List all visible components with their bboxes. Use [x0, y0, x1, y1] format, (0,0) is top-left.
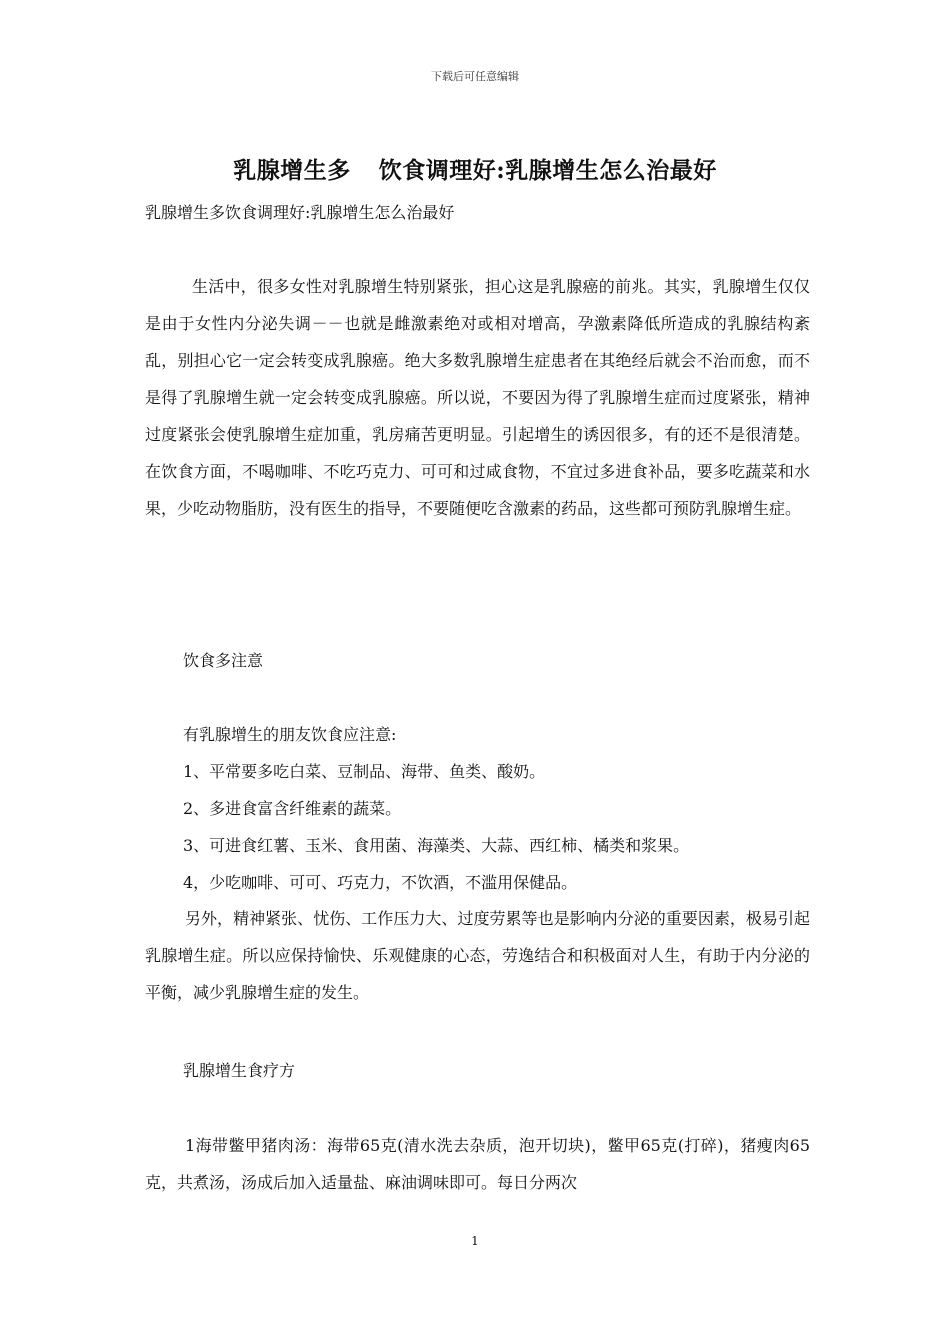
document-subtitle: 乳腺增生多饮食调理好:乳腺增生怎么治最好 — [145, 203, 455, 222]
page-header-note: 下载后可任意编辑 — [431, 70, 519, 83]
diet-note-item-3: 3、可进食红薯、玉米、食用菌、海藻类、大蒜、西红柿、橘类和浆果。 — [183, 836, 690, 855]
page-number: 1 — [471, 1234, 479, 1248]
diet-notes-lead: 有乳腺增生的朋友饮食应注意: — [183, 725, 397, 744]
document-title — [0, 152, 950, 185]
diet-note-item-1: 1、平常要多吃白菜、豆制品、海带、鱼类、酸奶。 — [183, 762, 546, 781]
recipe-1-paragraph: 1海带鳖甲猪肉汤：海带65克(清水洗去杂质，泡开切块)，鳖甲65克(打碎)，猪瘦肉65克，共煮汤，汤成后加入适量盐、麻油调味即可。每日分两次 — [145, 1136, 810, 1192]
diet-note-item-2: 2、多进食富含纤维素的蔬菜。 — [183, 799, 402, 818]
intro-paragraph: 生活中，很多女性对乳腺增生特别紧张，担心这是乳腺癌的前兆。其实，乳腺增生仅仅是由于女性内分泌失调－－也就是雌激素绝对或相对增高，孕激素降低所造成的乳腺结构紊乱，别担心它一定会转变成乳腺癌。绝大多数乳腺增生症患者在其绝经后就会不治而愈，而不是得了乳腺增生就一定会转变成乳腺癌。所以说，不要因为得了乳腺增生症而过度紧张，精神过度紧张会使乳腺增生症加重，乳房痛苦更明显。引起增生的诱因很多，有的还不是很清楚。在饮食方面，不喝咖啡、不吃巧克力、可可和过咸食物，不宜过多进食补品，要多吃蔬菜和水果，少吃动物脂肪，没有医生的指导，不要随便吃含激素的药品，这些都可预防乳腺增生症。 — [145, 277, 810, 518]
diet-notes-closing-paragraph: 另外，精神紧张、忧伤、工作压力大、过度劳累等也是影响内分泌的重要因素，极易引起乳腺增生症。所以应保持愉快、乐观健康的心态，劳逸结合和积极面对人生，有助于内分泌的平衡，减少乳腺增生症的发生。 — [145, 909, 810, 1002]
document-title-part-2: 饮食调理好:乳腺增生怎么治最好 — [378, 157, 717, 184]
section-heading-food-therapy: 乳腺增生食疗方 — [183, 1061, 296, 1080]
diet-note-item-4: 4，少吃咖啡、可可、巧克力，不饮酒，不滥用保健品。 — [183, 873, 578, 892]
section-heading-diet-notes: 饮食多注意 — [183, 651, 264, 670]
document-title-part-1: 乳腺增生多 — [233, 157, 351, 184]
